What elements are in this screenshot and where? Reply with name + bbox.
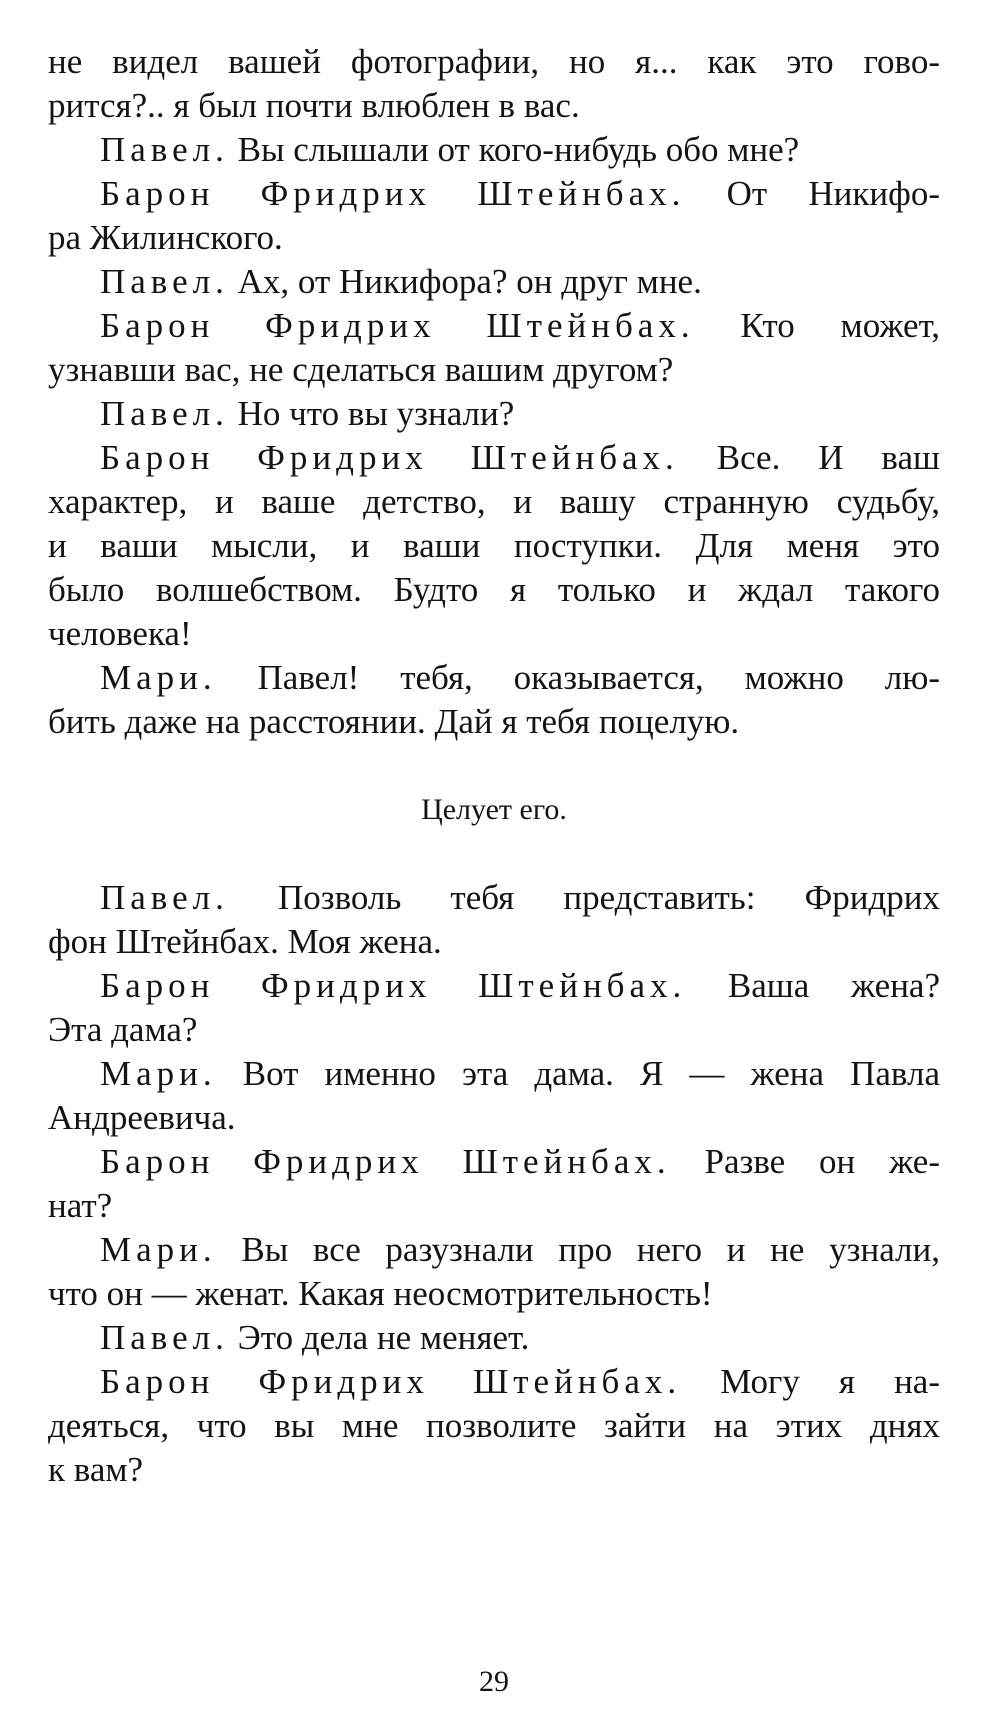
- text-line: [48, 964, 940, 1008]
- text-line: [48, 1448, 940, 1492]
- line-text: Вы слышали от кого-нибудь обо мне?: [228, 130, 800, 169]
- speaker-name: Барон Фридрих Штейнбах.: [100, 966, 687, 1005]
- speaker-name: Барон Фридрих Штейнбах.: [100, 306, 695, 345]
- text-line: [48, 392, 940, 436]
- text-line: [48, 216, 940, 260]
- line-text: бить даже на расстоянии. Дай я тебя поцелую.: [48, 702, 740, 741]
- text-line: [48, 876, 940, 920]
- line-text: фон Штейнбах. Моя жена.: [48, 922, 442, 961]
- text-line: [48, 1272, 940, 1316]
- line-text: Вот именно эта дама. Я — жена Павла: [216, 1054, 940, 1093]
- speaker-name: Павел.: [100, 394, 229, 433]
- line-text: Кто может,: [694, 306, 940, 345]
- text-line: [48, 172, 940, 216]
- speaker-name: Барон Фридрих Штейнбах.: [100, 174, 686, 213]
- speaker-name: Барон Фридрих Штейнбах.: [100, 1362, 682, 1401]
- speaker-name: Барон Фридрих Штейнбах.: [100, 1142, 671, 1181]
- text-line: [48, 1360, 940, 1404]
- page-number: 29: [479, 1665, 509, 1698]
- line-text: Андреевича.: [48, 1098, 236, 1137]
- text-line: [48, 1316, 940, 1360]
- line-text: Позволь тебя представить: Фридрих: [228, 878, 940, 917]
- line-text: было волшебством. Будто я только и ждал такого: [48, 570, 940, 609]
- text-line: [48, 1096, 940, 1140]
- text-line: [48, 304, 940, 348]
- text-line: [48, 1228, 940, 1272]
- line-text: Все. И ваш: [678, 438, 940, 477]
- speaker-name: Мари.: [100, 658, 217, 697]
- line-text: человека!: [48, 614, 192, 653]
- text-line: [48, 920, 940, 964]
- text-line: [48, 480, 940, 524]
- text-line: [48, 1404, 940, 1448]
- speaker-name: Мари.: [100, 1054, 217, 1093]
- book-page: [48, 40, 940, 1720]
- line-text: к вам?: [48, 1450, 144, 1489]
- line-text: узнавши вас, не сделаться вашим другом?: [48, 350, 674, 389]
- line-text: От Никифо-: [685, 174, 940, 213]
- line-text: Ваша жена?: [686, 966, 940, 1005]
- text-line: [48, 84, 940, 128]
- text-line: [48, 1184, 940, 1228]
- text-line: [48, 260, 940, 304]
- line-text: характер, и ваше детство, и вашу странную судьбу,: [48, 482, 940, 521]
- speaker-name: Павел.: [100, 262, 229, 301]
- line-text: Павел! тебя, оказывается, можно лю-: [216, 658, 940, 697]
- line-text: Но что вы узнали?: [228, 394, 515, 433]
- line-text: Эта дама?: [48, 1010, 198, 1049]
- line-text: Могу я на-: [681, 1362, 940, 1401]
- line-text: Ах, от Никифора? он друг мне.: [228, 262, 702, 301]
- line-text: деяться, что вы мне позволите зайти на этих днях: [48, 1406, 940, 1445]
- line-text: Это дела не меняет.: [228, 1318, 530, 1357]
- line-text: что он — женат. Какая неосмотрительность!: [48, 1274, 713, 1313]
- speaker-name: Барон Фридрих Штейнбах.: [100, 438, 679, 477]
- text-line: [48, 1140, 940, 1184]
- speaker-name: Мари.: [100, 1230, 217, 1269]
- text-line: [48, 40, 940, 84]
- line-text: не видел вашей фотографии, но я... как это гово-: [48, 42, 940, 81]
- text-line: [48, 436, 940, 480]
- text-line: [48, 1008, 940, 1052]
- text-line: [48, 656, 940, 700]
- line-text: нат?: [48, 1186, 113, 1225]
- text-line: [48, 568, 940, 612]
- speaker-name: Павел.: [100, 1318, 229, 1357]
- text-line: [48, 1052, 940, 1096]
- line-text: Вы все разузнали про него и не узнали,: [216, 1230, 940, 1269]
- stage-direction: Целует его.: [421, 793, 567, 826]
- speaker-name: Павел.: [100, 130, 229, 169]
- line-text: и ваши мысли, и ваши поступки. Для меня это: [48, 526, 940, 565]
- text-line: [48, 612, 940, 656]
- line-text: ра Жилинского.: [48, 218, 283, 257]
- text-line: [48, 348, 940, 392]
- line-text: Разве он же-: [670, 1142, 940, 1181]
- text-line: [48, 700, 940, 744]
- text-line: [48, 128, 940, 172]
- text-line: [48, 524, 940, 568]
- line-text: рится?.. я был почти влюблен в вас.: [48, 86, 580, 125]
- speaker-name: Павел.: [100, 878, 229, 917]
